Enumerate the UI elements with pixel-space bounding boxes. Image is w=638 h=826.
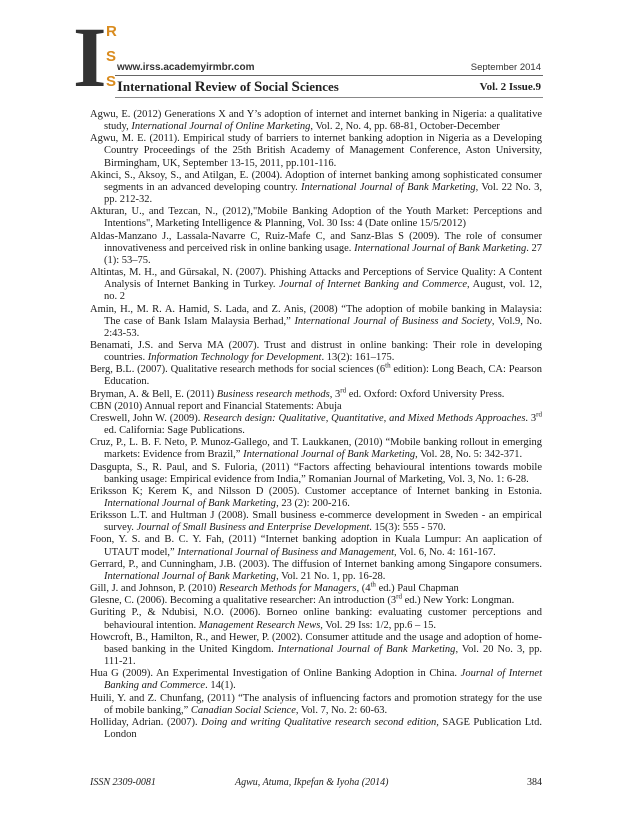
reference-entry bbox=[90, 231, 542, 267]
reference-entry bbox=[90, 592, 542, 607]
logo-letter-s2: S bbox=[106, 73, 117, 90]
reference-text: Hua G (2009). An Experimental Investigation of Online Banking Adoption in China. bbox=[90, 668, 461, 680]
reference-text: , Vol. 7, No. 2: 60-63. bbox=[295, 704, 388, 716]
reference-text: , 3 bbox=[329, 388, 341, 400]
reference-entry bbox=[90, 534, 542, 558]
ordinal-suffix: rd bbox=[396, 592, 403, 601]
reference-text: Aldas-Manzano J., Lassala-Navarre C, Ruiz-Mafe C, and Sanz-Blas S (2009). The role of consumer innovativeness and perceived risk in online banking usage. bbox=[90, 230, 542, 254]
reference-text: ed. California: Sage Publications. bbox=[104, 425, 245, 437]
reference-text: , 23 (2): 200-216. bbox=[276, 498, 350, 509]
logo-letter-s: S bbox=[106, 48, 117, 65]
reference-text: Benamati, J.S. and Serva MA (2007). Trust and distrust in online banking: Their role in developing countries. bbox=[90, 339, 542, 364]
reference-entry bbox=[90, 304, 542, 340]
reference-text: SAGE Publication Ltd. London bbox=[104, 716, 542, 740]
volume-issue: Vol. 2 Issue.9 bbox=[479, 81, 541, 93]
reference-source: Journal of Internet Banking and Commerce bbox=[104, 668, 542, 692]
reference-text: CBN (2010) Annual report and Financial Statements: Abuja bbox=[90, 400, 342, 412]
reference-entry bbox=[90, 580, 542, 595]
reference-text: Dasgupta, S., R. Paul, and S. Fuloria, (2011) “Factors affecting behavioural intentions towards mobile banking usage: Empirical evidence from India,” Romanian Journal of Marketing, Vol. 3, No. 1: 6-28. bbox=[90, 461, 542, 485]
reference-text: Agwu, M. E. (2011). Empirical study of barriers to internet banking adoption in Nigeria as a Developing Country Proceedings of the 25th British Academy of Management Conference, Aston University, Birmingham, UK, September 13-15, 2011, pp.101-116. bbox=[90, 133, 542, 169]
reference-source: Research Methods for Managers bbox=[218, 583, 357, 595]
issn: ISSN 2309-0081 bbox=[90, 777, 156, 788]
reference-text: . 3 bbox=[525, 412, 537, 424]
reference-entry bbox=[90, 170, 542, 206]
header-bottom-divider bbox=[115, 97, 543, 98]
logo-letter-r: R bbox=[106, 23, 117, 40]
reference-source: International Journal of Online Marketing bbox=[131, 121, 311, 133]
reference-source: Doing and writing Qualitative research second edition, bbox=[201, 716, 439, 728]
logo-letter-i: I bbox=[73, 9, 107, 105]
reference-entry bbox=[90, 386, 542, 401]
reference-entry bbox=[90, 401, 542, 413]
reference-source: Journal of Internet Banking and Commerce bbox=[279, 279, 468, 291]
reference-entry bbox=[90, 486, 542, 510]
reference-text: Amin, H., M. R. A. Hamid, S. Lada, and Z. Anis, (2008) “The adoption of mobile banking in Malaysia: The case of Bank Islam Malaysia Berhad,” bbox=[90, 303, 542, 327]
reference-source: International Journal of Business and Society bbox=[294, 315, 492, 327]
reference-source: Management Research News bbox=[198, 619, 321, 631]
reference-text: , August, vol. 12, no. 2 bbox=[104, 279, 542, 303]
reference-text: , Vol. 6, No. 4: 161-167. bbox=[394, 546, 496, 558]
reference-text: Bryman, A. & Bell, E. (2011) bbox=[90, 388, 217, 400]
reference-text: Cruz, P., L. B. F. Neto, P. Munoz-Gallego, and T. Laukkanen, (2010) “Mobile banking rollout in emerging markets: Evidence from Brazil,” bbox=[90, 437, 542, 461]
reference-source: International Journal of Bank Marketing bbox=[301, 181, 476, 193]
reference-text: . 13(2): 161–175. bbox=[321, 352, 395, 364]
reference-source: International Journal of Bank Marketing bbox=[104, 498, 277, 509]
page-number: 384 bbox=[527, 777, 542, 788]
reference-text: Altintas, M. H., and Gürsakal, N. (2007). Phishing Attacks and Perceptions of Service Quality: A Content Analysis of Internet Banking in Turkey. bbox=[90, 267, 542, 291]
journal-title: International Review of Social Sciences bbox=[117, 79, 339, 95]
issue-date: September 2014 bbox=[470, 62, 541, 73]
reference-entry bbox=[90, 632, 542, 668]
reference-source: Business research methods bbox=[216, 388, 330, 400]
reference-text: , Vol.9, No. 2:43-53. bbox=[104, 315, 542, 339]
reference-entry bbox=[90, 206, 542, 230]
reference-text: , Vol. 21 No. 1, pp. 16-28. bbox=[276, 570, 386, 582]
reference-entry bbox=[90, 607, 542, 631]
reference-source: Canadian Social Science bbox=[190, 704, 296, 716]
reference-text: Foon, Y. S. and B. C. Y. Fah, (2011) “Internet banking adoption in Kuala Lumpur: An aaplication of UTAUT model,” bbox=[90, 534, 542, 558]
reference-text: Eriksson K; Kerem K, and Nilsson D (2005). Customer acceptance of Internet banking in Estonia. bbox=[90, 485, 542, 497]
reference-source: Research design: Qualitative, Quantitative, and Mixed Methods Approaches bbox=[203, 412, 526, 424]
reference-source: International Journal of Bank Marketing bbox=[277, 643, 456, 655]
reference-entry bbox=[90, 340, 542, 364]
reference-text: Gerrard, P., and Cunningham, J.B. (2003). The diffusion of Internet banking among Singapore consumers. bbox=[90, 558, 542, 570]
reference-entry bbox=[90, 668, 542, 692]
reference-source: International Journal of Bank Marketing bbox=[243, 449, 416, 461]
reference-list bbox=[90, 109, 542, 741]
reference-text: Gill, J. and Johnson, P. (2010) bbox=[90, 583, 219, 595]
reference-text: ed. Oxford: Oxford University Press. bbox=[346, 388, 505, 400]
reference-text: Huili, Y. and Z. Chunfang, (2011) “The analysis of influencing factors and promotion strategy for the use of mobile banking,” bbox=[90, 692, 542, 716]
reference-source: International Journal of Bank Marketing bbox=[354, 242, 527, 254]
reference-entry bbox=[90, 410, 542, 437]
reference-entry bbox=[90, 693, 542, 717]
reference-text: , Vol. 28, No. 5: 342-371. bbox=[415, 449, 523, 461]
footer-authors: Agwu, Atuma, Ikpefan & Iyoha (2014) bbox=[235, 777, 389, 788]
reference-entry bbox=[90, 462, 542, 486]
reference-text: ed.) New York: Longman. bbox=[402, 595, 515, 607]
reference-text: Guriting P., & Ndubisi, N.O. (2006). Borneo online banking: evaluating customer perceptions and behavioural intention. bbox=[90, 607, 542, 631]
journal-logo bbox=[73, 9, 119, 105]
reference-entry bbox=[90, 510, 542, 534]
reference-text: Holliday, Adrian. (2007). bbox=[90, 716, 202, 728]
reference-text: . 15(3): 555 - 570. bbox=[369, 522, 446, 534]
reference-text: Agwu, E. (2012) Generations X and Y’s adoption of internet and internet banking in Nigeria: a qualitative study, bbox=[90, 109, 542, 133]
reference-text: , Vol. 2, No. 4, pp. 68-81, October-December bbox=[310, 121, 500, 133]
ordinal-suffix: rd bbox=[536, 410, 542, 419]
reference-text: Akturan, U., and Tezcan, N., (2012),"Mobile Banking Adoption of the Youth Market: Perceptions and Intentions", Marketing Intelligence & Planning, Vol. 30 Iss: 4 (Date online 15/5/2012) bbox=[90, 206, 542, 230]
reference-text: , Vol. 29 Iss: 1/2, pp.6 – 15. bbox=[320, 619, 436, 631]
reference-entry bbox=[90, 133, 542, 169]
page-footer bbox=[90, 777, 542, 791]
reference-source: International Journal of Bank Marketing bbox=[104, 570, 277, 582]
reference-text: Akinci, S., Aksoy, S., and Atilgan, E. (2004). Adoption of internet banking among sophisticated consumer segments in an advanced developing country. bbox=[90, 169, 542, 193]
journal-url[interactable]: www.irss.academyirmbr.com bbox=[117, 62, 255, 73]
reference-entry bbox=[90, 717, 542, 741]
reference-text: Berg, B.L. (2007). Qualitative research methods for social sciences (6 bbox=[90, 364, 386, 376]
ordinal-suffix: th bbox=[385, 361, 391, 370]
reference-text: , Vol. 22 No. 3, pp. 212-32. bbox=[104, 181, 542, 206]
reference-source: International Journal of Business and Management bbox=[177, 546, 395, 558]
reference-entry bbox=[90, 437, 542, 461]
reference-text: , Vol. 20 No. 3, pp. 111-21. bbox=[104, 643, 542, 668]
reference-entry bbox=[90, 559, 542, 583]
reference-text: ed.) Paul Chapman bbox=[375, 583, 459, 595]
reference-source: Journal of Small Business and Enterprise Development bbox=[136, 522, 370, 534]
reference-entry bbox=[90, 109, 542, 133]
reference-source: Information Technology for Development bbox=[147, 352, 322, 364]
reference-text: Creswell, John W. (2009). bbox=[90, 412, 204, 424]
reference-text: . 27 (1): 53–75. bbox=[104, 242, 543, 266]
header-divider bbox=[115, 75, 543, 76]
reference-text: Howcroft, B., Hamilton, R., and Hewer, P. (2002). Consumer attitude and the usage and adoption of home-based banking in the United Kingdom. bbox=[90, 631, 542, 655]
reference-text: Glesne, C. (2006). Becoming a qualitative researcher: An introduction (3 bbox=[90, 595, 397, 607]
reference-text: . 14(1). bbox=[205, 680, 236, 692]
reference-text: edition): Long Beach, CA: Pearson Education. bbox=[104, 364, 542, 388]
reference-text: , (4 bbox=[356, 583, 371, 595]
reference-entry bbox=[90, 267, 542, 303]
reference-entry bbox=[90, 361, 542, 388]
ordinal-suffix: th bbox=[370, 580, 376, 589]
reference-text: Eriksson L.T. and Hultman J (2008). Small business e-commerce development in Sweden - an empirical survey. bbox=[90, 510, 542, 534]
ordinal-suffix: rd bbox=[340, 386, 347, 395]
